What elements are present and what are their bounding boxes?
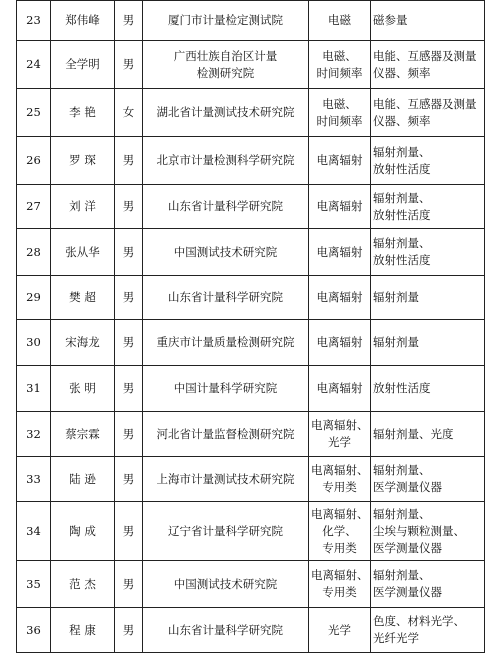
projects-line: 辐射剂量、	[373, 568, 431, 582]
projects-cell	[371, 137, 485, 185]
projects-cell	[371, 502, 485, 561]
projects-line: 尘埃与颗粒测量、	[373, 523, 465, 538]
row-number-cell: 24	[17, 41, 51, 89]
gender-cell: 男	[115, 320, 143, 366]
institution-cell	[143, 366, 309, 412]
field-line: 专用类	[322, 480, 357, 494]
institution-line: 山东省计量科学研究院	[168, 199, 283, 213]
projects-line: 辐射剂量、	[373, 506, 431, 521]
gender-cell: 男	[115, 229, 143, 276]
field-cell	[309, 320, 371, 366]
projects-cell	[371, 457, 485, 502]
field-line: 专用类	[322, 585, 357, 599]
name-cell: 郑伟峰	[51, 1, 115, 41]
institution-cell	[143, 229, 309, 276]
field-cell	[309, 1, 371, 41]
table-row	[17, 608, 485, 653]
institution-cell	[143, 185, 309, 229]
table-row	[17, 412, 485, 457]
institution-cell	[143, 561, 309, 608]
field-line: 电离辐射	[316, 290, 363, 304]
field-cell	[309, 608, 371, 653]
row-number-cell: 33	[17, 457, 51, 502]
institution-cell	[143, 608, 309, 653]
projects-cell	[371, 412, 485, 457]
institution-cell	[143, 276, 309, 320]
personnel-table	[16, 0, 485, 653]
projects-line: 医学测量仪器	[373, 480, 442, 494]
projects-cell	[371, 1, 485, 41]
field-line: 电离辐射	[316, 244, 363, 259]
institution-line: 北京市计量检测科学研究院	[156, 153, 295, 167]
projects-line: 色度、材料光学、	[373, 614, 465, 628]
projects-cell	[371, 366, 485, 412]
institution-cell	[143, 412, 309, 457]
field-cell	[309, 89, 371, 137]
field-line: 电离辐射、	[311, 418, 369, 432]
projects-line: 辐射剂量、	[373, 144, 431, 159]
gender-cell: 男	[115, 276, 143, 320]
projects-line: 仪器、频率	[373, 65, 431, 80]
gender-cell: 男	[115, 137, 143, 185]
gender-cell: 男	[115, 457, 143, 502]
institution-line: 中国测试技术研究院	[173, 576, 278, 591]
field-line: 专用类	[322, 540, 357, 555]
name-cell: 陆 逊	[51, 457, 115, 502]
table-row	[17, 229, 485, 276]
projects-line: 辐射剂量	[373, 290, 419, 304]
projects-cell	[371, 229, 485, 276]
row-number-cell: 25	[17, 89, 51, 137]
institution-line: 检测研究院	[196, 65, 255, 80]
table-row	[17, 137, 485, 185]
projects-line: 仪器、频率	[373, 113, 431, 128]
projects-cell	[371, 561, 485, 608]
projects-cell	[371, 608, 485, 653]
gender-cell: 男	[115, 1, 143, 41]
gender-cell: 男	[115, 608, 143, 653]
row-number-cell: 34	[17, 502, 51, 561]
field-line: 光学	[328, 435, 351, 449]
table-row	[17, 366, 485, 412]
projects-line: 光纤光学	[373, 631, 419, 645]
name-cell: 樊 超	[51, 276, 115, 320]
name-cell: 李 艳	[51, 89, 115, 137]
table-row	[17, 457, 485, 502]
field-line: 电离辐射、	[311, 463, 369, 477]
projects-line: 磁参量	[373, 13, 408, 27]
field-line: 电离辐射	[316, 199, 363, 213]
institution-cell	[143, 502, 309, 561]
institution-line: 上海市计量测试技术研究院	[156, 471, 295, 486]
row-number-cell: 26	[17, 137, 51, 185]
institution-cell	[143, 457, 309, 502]
row-number-cell: 35	[17, 561, 51, 608]
institution-line: 山东省计量科学研究院	[168, 290, 283, 304]
projects-line: 医学测量仪器	[373, 585, 442, 599]
personnel-table-body	[17, 1, 485, 653]
field-cell	[309, 457, 371, 502]
field-line: 时间频率	[316, 65, 363, 80]
field-line: 电离辐射	[316, 153, 363, 167]
projects-cell	[371, 320, 485, 366]
name-cell: 宋海龙	[51, 320, 115, 366]
gender-cell: 男	[115, 502, 143, 561]
field-line: 电离辐射	[316, 381, 363, 395]
projects-cell	[371, 41, 485, 89]
name-cell: 程 康	[51, 608, 115, 653]
field-line: 时间频率	[316, 113, 363, 128]
field-cell	[309, 137, 371, 185]
gender-cell: 男	[115, 412, 143, 457]
row-number-cell: 31	[17, 366, 51, 412]
gender-cell: 女	[115, 89, 143, 137]
projects-cell	[371, 276, 485, 320]
projects-line: 放射性活度	[373, 161, 431, 176]
institution-line: 广西壮族自治区计量	[173, 48, 278, 63]
row-number-cell: 28	[17, 229, 51, 276]
institution-line: 山东省计量科学研究院	[168, 622, 283, 637]
institution-line: 湖北省计量测试技术研究院	[156, 105, 295, 119]
institution-cell	[143, 89, 309, 137]
row-number-cell: 36	[17, 608, 51, 653]
name-cell: 范 杰	[51, 561, 115, 608]
institution-line: 厦门市计量检定测试院	[168, 13, 283, 27]
field-cell	[309, 185, 371, 229]
projects-line: 辐射剂量、	[373, 463, 431, 477]
field-cell	[309, 412, 371, 457]
field-line: 电离辐射、	[311, 568, 369, 582]
institution-cell	[143, 137, 309, 185]
projects-line: 电能、互感器及测量	[373, 48, 477, 63]
institution-line: 中国计量科学研究院	[173, 381, 278, 395]
name-cell: 张 明	[51, 366, 115, 412]
gender-cell: 男	[115, 561, 143, 608]
institution-line: 河北省计量监督检测研究院	[156, 426, 295, 441]
name-cell: 张从华	[51, 229, 115, 276]
projects-line: 电能、互感器及测量	[373, 96, 477, 111]
field-line: 电磁	[328, 13, 351, 27]
field-line: 电离辐射、	[311, 506, 369, 521]
field-line: 电磁、	[322, 48, 357, 63]
field-line: 光学	[328, 622, 351, 637]
projects-line: 辐射剂量	[373, 335, 419, 349]
name-cell: 全学明	[51, 41, 115, 89]
field-cell	[309, 276, 371, 320]
institution-cell	[143, 1, 309, 41]
table-row	[17, 89, 485, 137]
projects-line: 放射性活度	[373, 207, 431, 222]
projects-line: 放射性活度	[373, 381, 431, 395]
table-row	[17, 185, 485, 229]
institution-line: 辽宁省计量科学研究院	[168, 523, 283, 538]
institution-cell	[143, 320, 309, 366]
field-cell	[309, 41, 371, 89]
field-line: 电离辐射	[316, 335, 363, 349]
name-cell: 蔡宗霖	[51, 412, 115, 457]
projects-line: 辐射剂量、	[373, 190, 431, 205]
table-row	[17, 1, 485, 41]
field-line: 化学、	[322, 523, 357, 538]
row-number-cell: 23	[17, 1, 51, 41]
projects-cell	[371, 89, 485, 137]
institution-line: 重庆市计量质量检测研究院	[156, 335, 295, 349]
row-number-cell: 27	[17, 185, 51, 229]
projects-line: 医学测量仪器	[373, 540, 442, 555]
table-row	[17, 276, 485, 320]
name-cell: 刘 洋	[51, 185, 115, 229]
row-number-cell: 32	[17, 412, 51, 457]
name-cell: 陶 成	[51, 502, 115, 561]
projects-cell	[371, 185, 485, 229]
table-row	[17, 41, 485, 89]
row-number-cell: 29	[17, 276, 51, 320]
field-cell	[309, 502, 371, 561]
institution-line: 中国测试技术研究院	[173, 244, 278, 259]
field-cell	[309, 561, 371, 608]
table-row	[17, 561, 485, 608]
gender-cell: 男	[115, 41, 143, 89]
table-row	[17, 502, 485, 561]
table-row	[17, 320, 485, 366]
field-line: 电磁、	[322, 96, 357, 111]
field-cell	[309, 229, 371, 276]
projects-line: 放射性活度	[373, 253, 431, 267]
projects-line: 辐射剂量、	[373, 236, 431, 250]
gender-cell: 男	[115, 185, 143, 229]
field-cell	[309, 366, 371, 412]
gender-cell: 男	[115, 366, 143, 412]
row-number-cell: 30	[17, 320, 51, 366]
name-cell: 罗 琛	[51, 137, 115, 185]
projects-line: 辐射剂量、光度	[373, 426, 454, 441]
institution-cell	[143, 41, 309, 89]
